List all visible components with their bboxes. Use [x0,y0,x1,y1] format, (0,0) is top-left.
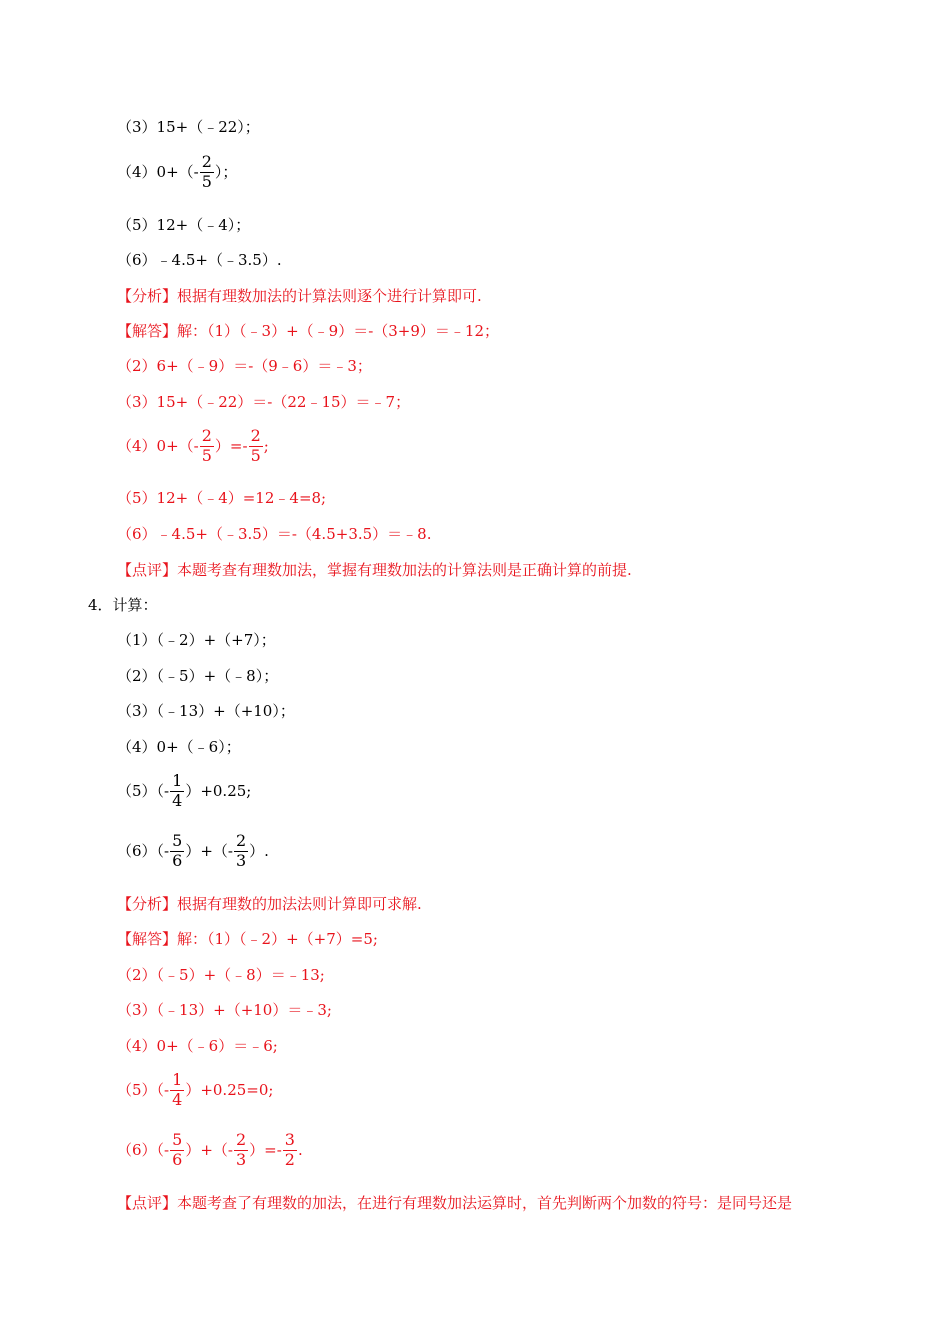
fraction: $\frac{2}{3}$ [235,831,247,870]
fraction: $\frac{2}{5}$ [250,426,261,465]
q3-analysis: 【分析】根据有理数加法的计算法则逐个进行计算即可. [117,287,482,305]
fraction: $\frac{1}{4}$ [172,1070,183,1109]
fraction: $\frac{2}{3}$ [235,1130,247,1169]
q4-item-4: （4）0+（﹣6）； [117,738,241,756]
q3-comment: 【点评】本题考查有理数加法，掌握有理数加法的计算法则是正确计算的前提. [117,561,632,579]
fraction: $\frac{5}{6}$ [172,1130,183,1169]
q3-item-3-text: （3）15+（﹣22）； [117,118,260,136]
q3-answer-5: （5）12+（﹣4）=12﹣4=8; [117,489,327,507]
q4-answer-5: （5）（- $\frac{1}{4}$ ）+0.25=0; [117,1070,274,1109]
q4-answer-3: （3）（﹣13）+（+10）＝﹣3; [117,1001,332,1019]
fraction: $\frac{2}{5}$ [201,152,212,191]
q4-item-5: （5）（- $\frac{1}{4}$ ）+0.25; [117,771,252,810]
fraction: $\frac{2}{5}$ [201,426,212,465]
q4-item-1: （1）（﹣2）+（+7）； [117,631,276,649]
q4-answer-1: 【解答】解：（1）（﹣2）+（+7）=5; [117,930,378,948]
q3-answer-2: （2）6+（﹣9）＝-（9﹣6）＝﹣3； [117,357,372,375]
q3-item-6: （6）﹣4.5+（﹣3.5）. [117,251,282,269]
q3-item-3 [117,120,260,135]
q4-item-3: （3）（﹣13）+（+10）； [117,702,295,720]
q4-analysis: 【分析】根据有理数的加法法则计算即可求解. [117,895,422,913]
q4-comment: 【点评】本题考查了有理数的加法，在进行有理数加法运算时，首先判断两个加数的符号：是同号还是 [117,1194,793,1212]
q3-answer-3: （3）15+（﹣22）＝-（22﹣15）＝﹣7； [117,393,411,411]
q3-item-5: （5）12+（﹣4）； [117,216,251,234]
q4-item-6: （6）（- $\frac{5}{6}$ ）+（- $\frac{2}{3}$ ）. [117,831,269,870]
q3-answer-4: （4）0+（- $\frac{2}{5}$ ）=- $\frac{2}{5}$ ; [117,426,269,465]
fraction: $\frac{5}{6}$ [172,831,183,870]
q4-item-2: （2）（﹣5）+（﹣8）； [117,667,279,685]
q3-item-4: （4）0+（- $\frac{2}{5}$ ）； [117,152,238,191]
q3-answer-6: （6）﹣4.5+（﹣3.5）＝-（4.5+3.5）＝﹣8. [117,525,432,543]
fraction: $\frac{1}{4}$ [172,771,183,810]
fraction: $\frac{3}{2}$ [284,1130,295,1169]
q4-answer-6: （6）（- $\frac{5}{6}$ ）+（- $\frac{2}{3}$ ）=- $\frac{3}{2}$ . [117,1130,303,1169]
q3-answer-1: 【解答】解：（1）（﹣3）+（﹣9）＝-（3+9）＝﹣12； [117,322,500,340]
q4-answer-4: （4）0+（﹣6）＝﹣6; [117,1037,278,1055]
q4-title: 4．计算： [88,596,158,614]
q4-answer-2: （2）（﹣5）+（﹣8）＝﹣13; [117,966,325,984]
